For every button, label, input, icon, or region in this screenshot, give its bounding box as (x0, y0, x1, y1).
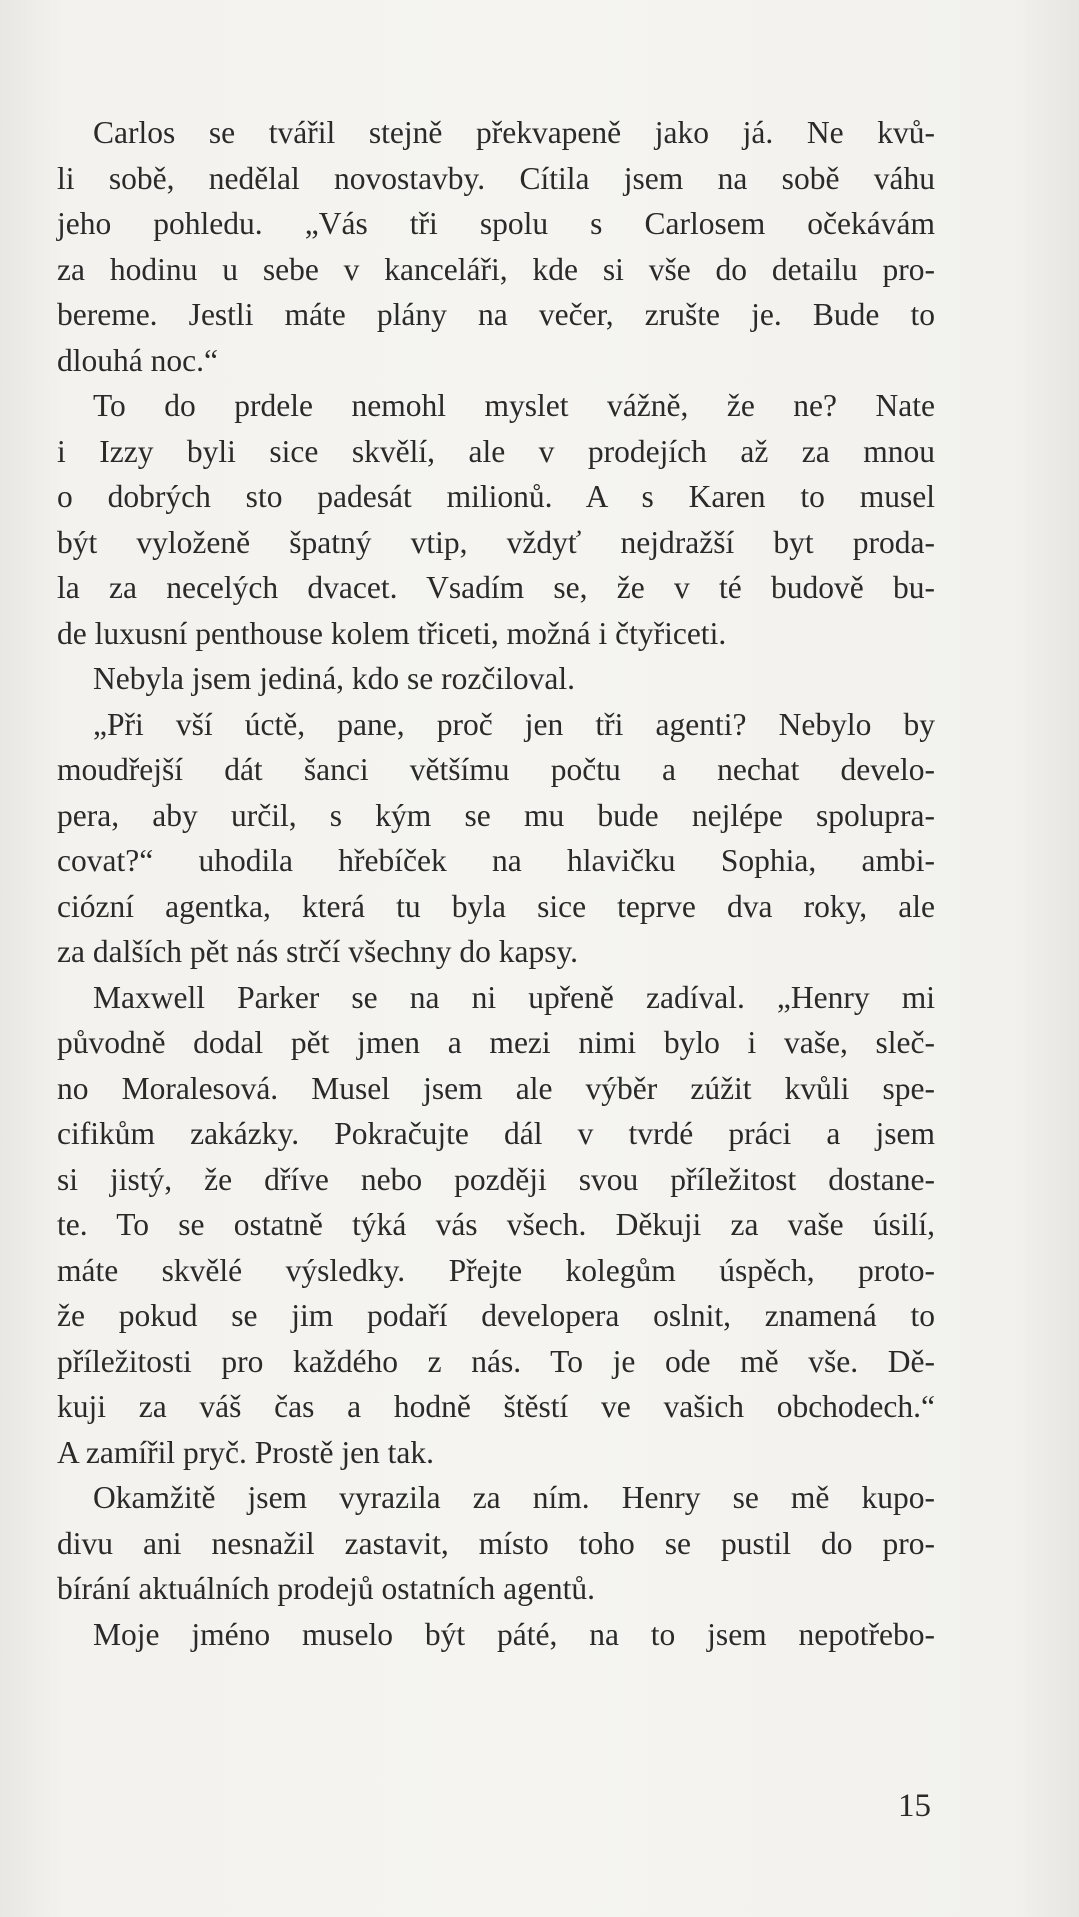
text-line: bereme. Jestli máte plány na večer, zrušte je. Bude to (57, 297, 935, 332)
text-line: bírání aktuálních prodejů ostatních agentů. (57, 1571, 595, 1606)
text-line: la za necelých dvacet. Vsadím se, že v té budově bu- (57, 570, 935, 605)
text-line: i Izzy byli sice skvělí, ale v prodejích až za mnou (57, 433, 935, 469)
text-line: no Moralesová. Musel jsem ale výběr zúžit kvůli spe- (57, 1070, 935, 1106)
text-line: že pokud se jim podaří developera oslnit, znamená to (57, 1298, 935, 1333)
text-line: covat?“ uhodila hřebíček na hlavičku Sophia, ambi- (57, 843, 935, 878)
text-line: To do prdele nemohl myslet vážně, že ne? Nate (93, 388, 935, 423)
text-line: za hodinu u sebe v kanceláři, kde si vše do detailu pro- (57, 251, 935, 287)
text-line: „Při vší úctě, pane, proč jen tři agenti? Nebylo by (93, 706, 935, 742)
text-line: si jistý, že dříve nebo později svou příležitost dostane- (57, 1161, 935, 1197)
text-line: Nebyla jsem jediná, kdo se rozčiloval. (93, 661, 575, 696)
text-line: Maxwell Parker se na ni upřeně zadíval. „Henry mi (93, 979, 935, 1015)
text-line: za dalších pět nás strčí všechny do kapsy. (57, 934, 579, 969)
text-line: dlouhá noc.“ (57, 342, 218, 378)
text-line: jeho pohledu. „Vás tři spolu s Carlosem očekávám (57, 206, 935, 241)
text-line: Okamžitě jsem vyrazila za ním. Henry se mě kupo- (93, 1480, 935, 1515)
text-line: ciózní agentka, která tu byla sice teprve dva roky, ale (57, 888, 935, 924)
text-line: kuji za váš čas a hodně štěstí ve vašich obchodech.“ (57, 1389, 935, 1424)
text-line: být vyloženě špatný vtip, vždyť nejdražší byt proda- (57, 524, 935, 560)
text-line: pera, aby určil, s kým se mu bude nejlépe spolupra- (57, 797, 935, 833)
text-line: o dobrých sto padesát milionů. A s Karen to musel (57, 479, 935, 514)
text-line: te. To se ostatně týká vás všech. Děkuji za vaše úsilí, (57, 1207, 935, 1242)
text-line: příležitosti pro každého z nás. To je ode mě vše. Dě- (57, 1343, 935, 1379)
text-line: původně dodal pět jmen a mezi nimi bylo i vaše, sleč- (57, 1025, 935, 1060)
text-line: Carlos se tvářil stejně překvapeně jako já. Ne kvů- (93, 115, 935, 150)
text-line: máte skvělé výsledky. Přejte kolegům úspěch, proto- (57, 1252, 935, 1288)
text-line: moudřejší dát šanci většímu počtu a nechat develo- (57, 752, 935, 787)
text-line: A zamířil pryč. Prostě jen tak. (57, 1434, 435, 1470)
text-line: de luxusní penthouse kolem třiceti, možná i čtyřiceti. (57, 615, 727, 651)
page-number: 15 (898, 1788, 931, 1824)
body-text (57, 110, 935, 1657)
text-line: cifikům zakázky. Pokračujte dál v tvrdé práci a jsem (57, 1116, 935, 1151)
text-line: li sobě, nedělal novostavby. Cítila jsem na sobě váhu (57, 160, 935, 196)
text-line: Moje jméno muselo být páté, na to jsem nepotřebo- (93, 1616, 935, 1652)
text-line: divu ani nesnažil zastavit, místo toho se pustil do pro- (57, 1525, 935, 1561)
